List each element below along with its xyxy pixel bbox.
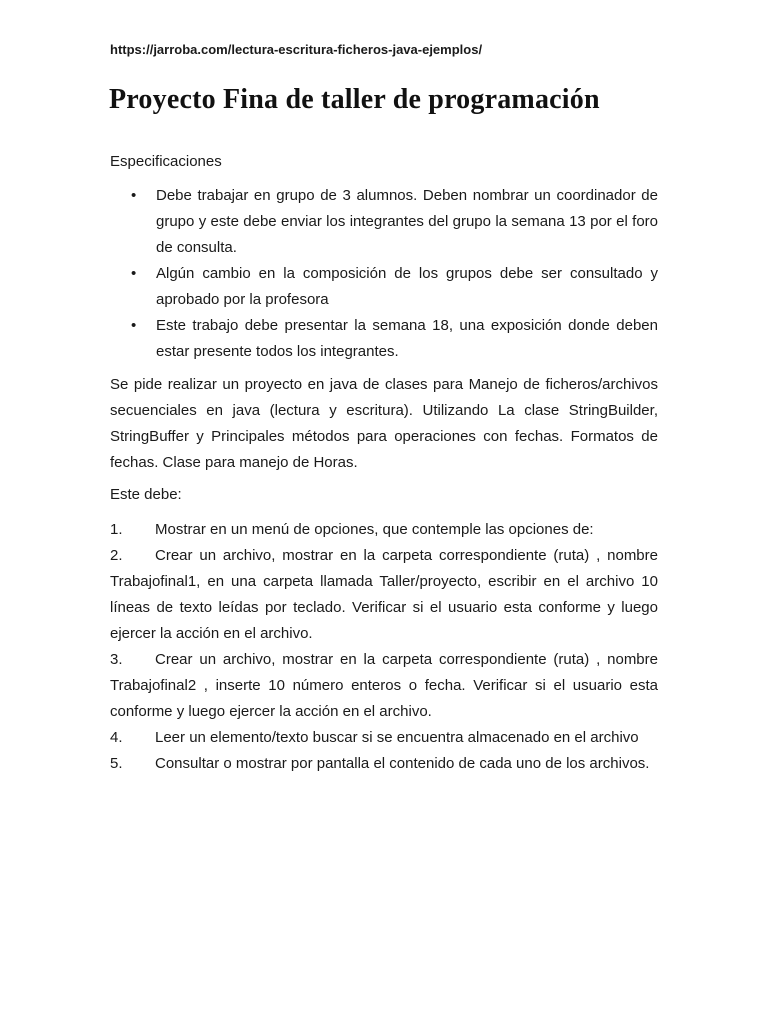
- specs-list-item: • Algún cambio en la composición de los grupos debe ser consultado y aprobado por la profesora: [128, 261, 658, 313]
- requirement-text: Mostrar en un menú de opciones, que contemple las opciones de:: [155, 521, 594, 538]
- requirement-number: 4.: [110, 729, 123, 746]
- specs-heading: Especificaciones: [110, 153, 222, 170]
- project-description: Se pide realizar un proyecto en java de clases para Manejo de ficheros/archivos secuenciales en java (lectura y escritura). Utilizando La clase StringBuilder, StringBuffer y Principales métodos para operaciones con fechas. Formatos de fechas. Clase para manejo de Horas.: [110, 376, 658, 471]
- requirement-text: Consultar o mostrar por pantalla el contenido de cada uno de los archivos.: [155, 755, 650, 772]
- requirements-intro: Este debe:: [110, 486, 182, 503]
- requirement-number: 2.: [110, 547, 123, 564]
- requirement-number: 3.: [110, 651, 123, 668]
- requirement-item: [110, 517, 658, 543]
- requirement-text: Crear un archivo, mostrar en la carpeta correspondiente (ruta) , nombre Trabajofinal1, en una carpeta llamada Taller/proyecto, escribir en el archivo 10 líneas de texto leídas por teclado. Verificar si el usuario esta conforme y luego ejercer la acción en el archivo.: [110, 547, 658, 642]
- specs-list-item: • Debe trabajar en grupo de 3 alumnos. Deben nombrar un coordinador de grupo y este debe enviar los integrantes del grupo la semana 13 por el foro de consulta.: [128, 183, 658, 261]
- requirement-number: 1.: [110, 521, 123, 538]
- requirements-list: [110, 517, 658, 777]
- requirement-item: [110, 751, 658, 777]
- specs-list-item: • Este trabajo debe presentar la semana 18, una exposición donde deben estar presente todos los integrantes.: [128, 313, 658, 365]
- requirement-item: [110, 725, 658, 751]
- requirement-number: 5.: [110, 755, 123, 772]
- specs-list: [128, 183, 658, 365]
- source-url: https://jarroba.com/lectura-escritura-ficheros-java-ejemplos/: [110, 42, 483, 57]
- document-title: Proyecto Fina de taller de programación: [109, 84, 600, 115]
- requirement-item: [110, 543, 658, 647]
- requirement-text: Leer un elemento/texto buscar si se encuentra almacenado en el archivo: [155, 729, 639, 746]
- requirement-text: Crear un archivo, mostrar en la carpeta correspondiente (ruta) , nombre Trabajofinal2 , inserte 10 número enteros o fecha. Verificar si el usuario esta conforme y luego ejercer la acción en el archivo.: [110, 651, 658, 720]
- requirement-item: [110, 647, 658, 725]
